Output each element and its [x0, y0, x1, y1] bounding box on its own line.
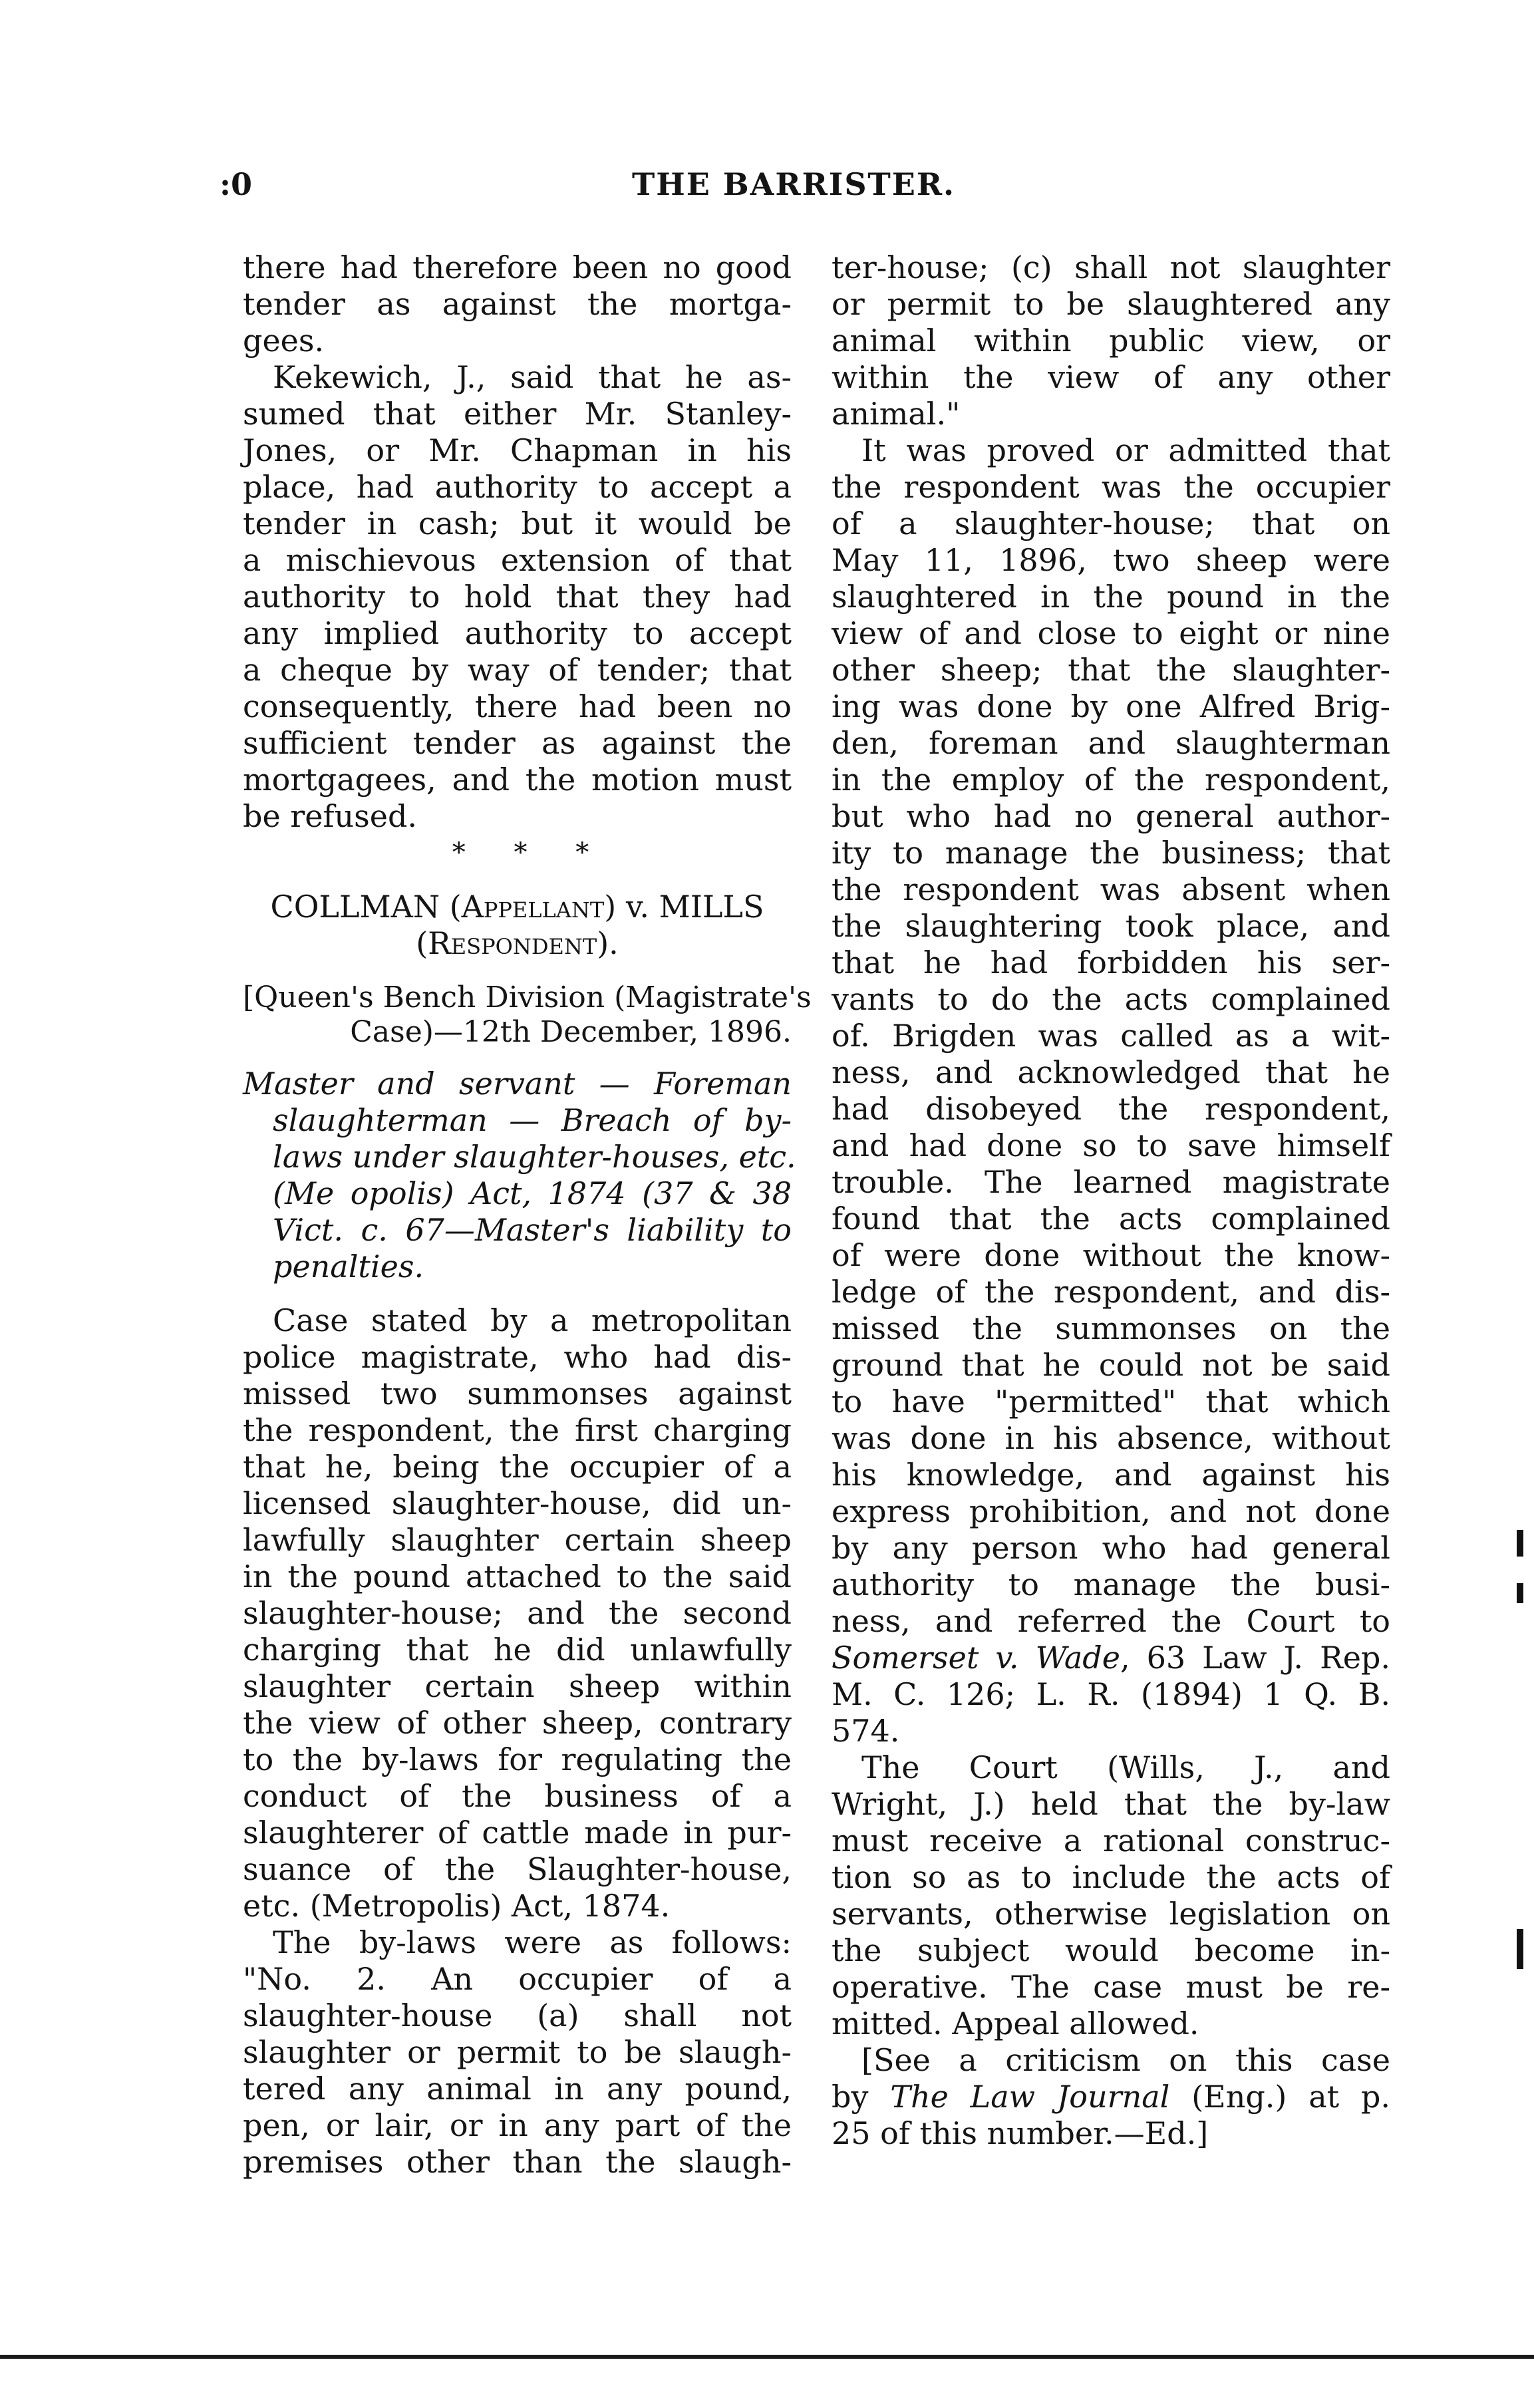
- note-page: (Eng.) at p.: [1191, 2079, 1391, 2115]
- text-line: May 11, 1896, two sheep were: [832, 542, 1390, 578]
- paragraph: [832, 432, 1390, 1749]
- text-line: It was proved or admitted that: [861, 432, 1390, 468]
- text-line: express prohibition, and not done: [832, 1493, 1390, 1529]
- text-line: (Me opolis) Act, 1874 (37 & 38: [273, 1175, 792, 1211]
- text-line: any implied authority to accept: [243, 615, 792, 651]
- editorial-note: [832, 2042, 1390, 2152]
- text-line: 25 of this number.—Ed.]: [832, 2115, 1209, 2151]
- text-line: within the view of any other: [832, 359, 1390, 395]
- text-line: in the employ of the respondent,: [832, 762, 1390, 798]
- text-line: [See a criticism on this case: [861, 2042, 1390, 2078]
- text-line: that he had forbidden his ser-: [832, 945, 1390, 980]
- paragraph: [832, 1749, 1390, 2042]
- left-column: [243, 249, 812, 2181]
- page-header: [0, 166, 1534, 206]
- text-line: ledge of the respondent, and dis-: [832, 1274, 1390, 1310]
- text-line: laws under slaughter-houses, etc.: [273, 1139, 796, 1175]
- text-line: The Court (Wills, J., and: [861, 1749, 1390, 1785]
- text-line: place, had authority to accept a: [243, 469, 792, 505]
- text-line: [Queen's Bench Division (Magistrate's: [243, 980, 812, 1014]
- spacer: [243, 962, 792, 979]
- text-line: the slaughtering took place, and: [832, 908, 1390, 944]
- text-line: of. Brigden was called as a wit-: [832, 1018, 1390, 1054]
- text-line: had disobeyed the respondent,: [832, 1091, 1390, 1127]
- text-line: mortgagees, and the motion must: [243, 762, 792, 798]
- case-citation-line: [832, 1640, 1390, 1676]
- right-column: [832, 249, 1390, 2152]
- text-line: Case stated by a metropolitan: [273, 1302, 792, 1338]
- note-by: by: [832, 2079, 869, 2115]
- spacer: [243, 871, 792, 889]
- paragraph: [243, 249, 792, 359]
- text-line: operative. The case must be re-: [832, 1969, 1390, 2005]
- text-line: tion so as to include the acts of: [832, 1859, 1390, 1895]
- paragraph: [832, 249, 1390, 432]
- text-line: premises other than the slaugh-: [243, 2144, 792, 2180]
- text-line: The by-laws were as follows:: [273, 1924, 792, 1960]
- text-line: or permit to be slaughtered any: [832, 286, 1390, 322]
- text-line: view of and close to eight or nine: [832, 615, 1390, 651]
- text-line: missed two summonses against: [243, 1376, 792, 1412]
- text-line: trouble. The learned magistrate: [832, 1164, 1390, 1200]
- respondent-role: (Respondent).: [416, 925, 619, 961]
- text-line: mitted. Appeal allowed.: [832, 2006, 1199, 2041]
- text-line: [832, 2079, 1390, 2115]
- text-line: to the by-laws for regulating the: [243, 1741, 792, 1777]
- text-line: etc. (Metropolis) Act, 1874.: [243, 1888, 671, 1924]
- text-line: Master and servant — Foreman: [243, 1066, 792, 1102]
- text-line: other sheep; that the slaughter-: [832, 652, 1390, 688]
- text-line: must receive a rational construc-: [832, 1823, 1390, 1859]
- text-line: to have "permitted" that which: [832, 1384, 1390, 1420]
- text-line: penalties.: [273, 1249, 424, 1284]
- respondent-name: v. MILLS: [625, 889, 764, 925]
- text-line: a cheque by way of tender; that: [243, 652, 792, 688]
- text-line: Case)—12th December, 1896.: [350, 1015, 792, 1049]
- text-line: animal.": [832, 396, 961, 432]
- text-line: but who had no general author-: [832, 798, 1390, 834]
- text-line: authority to hold that they had: [243, 579, 792, 615]
- text-line: in the pound attached to the said: [243, 1559, 792, 1594]
- spacer: [243, 1048, 792, 1066]
- text-line: ness, and referred the Court to: [832, 1603, 1390, 1639]
- page-bottom-edge: [0, 2355, 1534, 2359]
- text-line: servants, otherwise legislation on: [832, 1896, 1390, 1932]
- text-line: his knowledge, and against his: [832, 1457, 1390, 1493]
- section-separator: * * *: [452, 837, 609, 868]
- text-line: suance of the Slaughter-house,: [243, 1851, 792, 1887]
- text-line: the respondent, the first charging: [243, 1412, 792, 1448]
- text-line: and had done so to save himself: [832, 1128, 1390, 1163]
- text-line: be refused.: [243, 798, 418, 834]
- text-line: sumed that either Mr. Stanley-: [243, 396, 792, 432]
- paragraph: [243, 1924, 792, 2181]
- text-line: Kekewich, J., said that he as-: [273, 359, 792, 395]
- text-line: there had therefore been no good: [243, 249, 792, 285]
- text-line: was done in his absence, without: [832, 1420, 1390, 1456]
- text-line: ground that he could not be said: [832, 1347, 1390, 1383]
- text-line: conduct of the business of a: [243, 1778, 792, 1814]
- court-citation: [243, 979, 812, 1049]
- scan-edge-marks: [1514, 1530, 1527, 1996]
- text-line: Wright, J.) held that the by-law: [832, 1786, 1390, 1822]
- text-line: slaughterer of cattle made in pur-: [243, 1815, 792, 1851]
- text-line: police magistrate, who had dis-: [243, 1339, 792, 1375]
- text-line: den, foreman and slaughterman: [832, 725, 1390, 761]
- appellant-role: (Appellant): [449, 889, 617, 925]
- text-line: tender as against the mortga-: [243, 286, 792, 322]
- text-line: the view of other sheep, contrary: [243, 1705, 792, 1741]
- text-line: by any person who had general: [832, 1530, 1390, 1566]
- text-line: ness, and acknowledged that he: [832, 1054, 1390, 1090]
- text-line: slaughter or permit to be slaugh-: [243, 2034, 792, 2070]
- text-line: gees.: [243, 323, 325, 359]
- text-line: slaughter-house; and the second: [243, 1595, 792, 1631]
- text-line: tered any animal in any pound,: [243, 2071, 792, 2107]
- headnote: [243, 1066, 796, 1285]
- case-title: [243, 889, 792, 962]
- text-line: "No. 2. An occupier of a: [243, 1961, 792, 1997]
- text-line: charging that he did unlawfully: [243, 1632, 792, 1668]
- text-line: the subject would become in-: [832, 1932, 1390, 1968]
- spacer: [243, 1285, 792, 1302]
- case-citation-rest: , 63 Law J. Rep.: [1120, 1640, 1391, 1676]
- text-line: 574.: [832, 1713, 900, 1749]
- text-line: pen, or lair, or in any part of the: [243, 2107, 792, 2143]
- text-line: sufficient tender as against the: [243, 725, 792, 761]
- text-line: animal within public view, or: [832, 323, 1390, 359]
- paragraph: [243, 359, 792, 835]
- paragraph: [243, 1302, 792, 1924]
- text-line: slaughterman — Breach of by-: [273, 1102, 792, 1138]
- text-line: ter-house; (c) shall not slaughter: [832, 249, 1390, 285]
- case-citation-name: Somerset v. Wade: [832, 1640, 1120, 1676]
- text-line: licensed slaughter-house, did un-: [243, 1485, 792, 1521]
- text-line: tender in cash; but it would be: [243, 506, 792, 541]
- appellant-name: COLLMAN: [270, 889, 440, 925]
- text-line: M. C. 126; L. R. (1894) 1 Q. B.: [832, 1676, 1390, 1712]
- text-line: ing was done by one Alfred Brig-: [832, 688, 1390, 724]
- text-line: lawfully slaughter certain sheep: [243, 1522, 792, 1558]
- page-number: :0: [220, 166, 252, 202]
- running-title: THE BARRISTER.: [632, 166, 956, 202]
- text-line: the respondent was absent when: [832, 871, 1390, 907]
- case-parties: [243, 889, 792, 925]
- text-line: of a slaughter-house; that on: [832, 506, 1390, 541]
- text-line: authority to manage the busi-: [832, 1567, 1390, 1602]
- text-line: Jones, or Mr. Chapman in his: [243, 432, 792, 468]
- text-line: ity to manage the business; that: [832, 835, 1390, 871]
- text-line: the respondent was the occupier: [832, 469, 1390, 505]
- text-line: slaughter certain sheep within: [243, 1668, 792, 1704]
- text-line: consequently, there had been no: [243, 688, 792, 724]
- text-line: a mischievous extension of that: [243, 542, 792, 578]
- text-line: vants to do the acts complained: [832, 981, 1390, 1017]
- journal-name: The Law Journal: [890, 2079, 1170, 2115]
- text-line: missed the summonses on the: [832, 1310, 1390, 1346]
- text-line: that he, being the occupier of a: [243, 1449, 792, 1485]
- text-line: found that the acts complained: [832, 1201, 1390, 1237]
- text-line: slaughter-house (a) shall not: [243, 1998, 792, 2033]
- text-line: Vict. c. 67—Master's liability to: [273, 1212, 792, 1248]
- text-line: slaughtered in the pound in the: [832, 579, 1390, 615]
- text-line: of were done without the know-: [832, 1237, 1390, 1273]
